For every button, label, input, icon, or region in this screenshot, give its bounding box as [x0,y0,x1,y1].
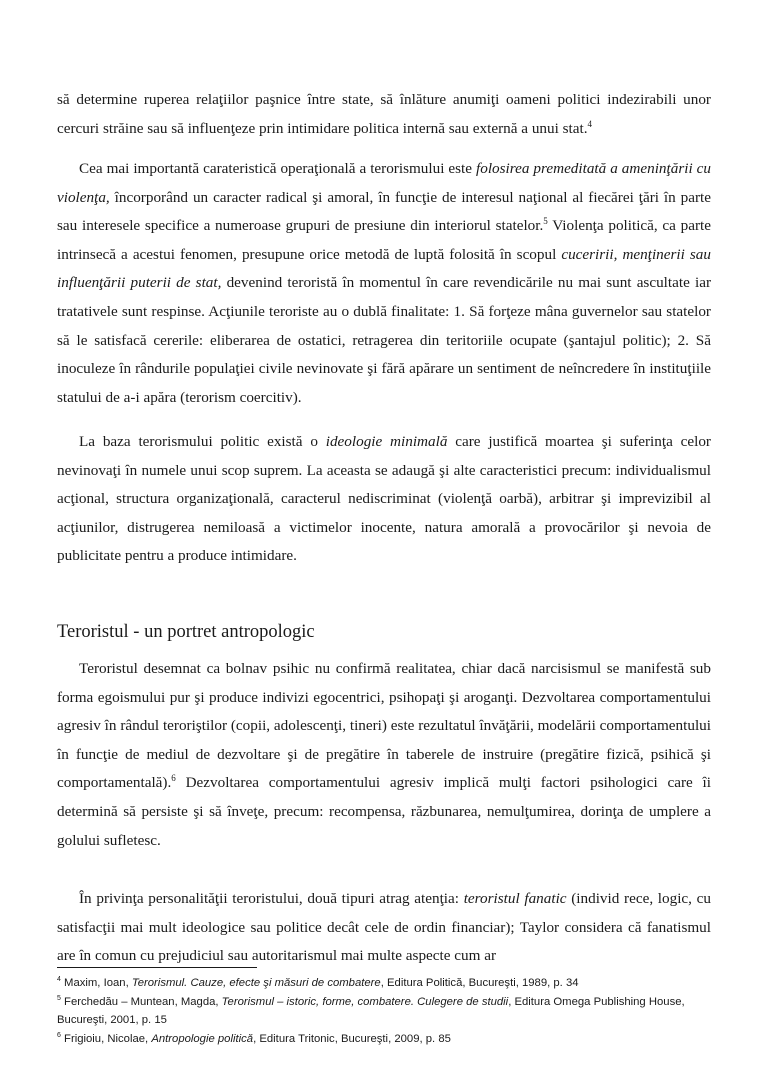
paragraph-2-emphasis-a: folosirea premeditată a ameninţării cu violenţa, [57,160,711,206]
paragraph-4-text-b: Dezvoltarea comportamentului agresiv implică mulţi factori psihologici care îi determină să persiste şi să înveţe, precum: recompensa, răzbunarea, nemulţumirea, dorinţa de umplere a golului sufletesc. [57,774,711,849]
paragraph-3 [57,428,711,571]
paragraph-2-text-b: încorporând un caracter radical şi amoral, în funcţie de interesul naţional al fiecărei ţări în parte sau interesele specifice a numeroase grupuri de presiune din interiorul statelor. [57,188,711,235]
footnote-title: Antropologie politică [151,1032,254,1045]
footnote-4 [57,974,717,993]
footnote-divider [57,967,257,968]
paragraph-3-text-b: care justifică moartea şi suferinţa celor nevinovaţi în numele unui scop suprem. La aceasta se adaugă şi alte caracteristici precum: individualismul acţional, structura organizaţională, caracterul nediscriminat (violenţă oarbă), arbitrar şi imprevizibil al acţiunilor, distrugerea nemiloasă a victimelor inocente, natura amorală a provocărilor şi nevoia de publicitate pentru a produce intimidare. [57,433,711,565]
footnote-ref-4[interactable]: 4 [587,118,593,129]
footnote-5 [57,993,717,1030]
paragraph-4-text-a: Teroristul desemnat ca bolnav psihic nu confirmă realitatea, chiar dacă narcisismul se manifestă sub forma egoismului pur şi produce indivizi egocentrici, psihopaţi şi aroganţi. Dezvoltarea comportamentului agresiv în rândul teroriştilor (copii, adolescenţi, tineri) este rezultatul învăţării, modelării comportamentului în funcţie de mediul de dezvoltare şi de pregătire în taberele de instruire (pregătire fizică, psihică şi comportamentală). [57,660,711,792]
footnote-title: Terorismul. Cauze, efecte şi măsuri de combatere [131,977,381,989]
paragraph-5 [57,885,711,971]
paragraph-5-text-a: În privinţa personalităţii teroristului, două tipuri atrag atenţia: [79,890,464,907]
footnote-publisher: , Editura Omega Publishing House, Bucureşti, 2001, p. 15 [57,995,685,1026]
footnote-publisher: , Editura Tritonic, Bucureşti, 2009, p. 85 [253,1032,451,1045]
section-heading: Teroristul - un portret antropologic [57,622,315,642]
paragraph-2-text-a: Cea mai importantă carateristică operaţională a terorismului este [79,160,476,177]
paragraph-2-emphasis-b: cuceririi, menţinerii sau influenţării puterii de stat, [57,245,711,292]
paragraph-4 [57,655,711,855]
footnote-number: 5 [57,994,61,1002]
footnotes [57,974,717,1048]
footnote-author: Maxim, Ioan, [60,977,132,989]
footnote-author: Ferchedău – Muntean, Magda, [60,995,222,1008]
paragraph-5-emphasis: teroristul fanatic [463,890,567,907]
paragraph-3-emphasis: ideologie minimală [325,433,448,450]
paragraph-1 [57,86,711,143]
paragraph-5-text-b: (individ rece, logic, cu satisfacţii mai mult ideologice sau politice decât cele de ordin financiar); Taylor considera că fanatismul are în comun cu prejudiciul sau autoritarismul mai multe aspecte cum ar [57,890,712,965]
paragraph-2-text-c: Violenţa politică, ca parte intrinsecă a acestui fenomen, presupune orice metodă de luptă folosită în scopul [57,217,711,263]
paragraph-2-text-d: devenind teroristă în momentul în care revendicările nu mai sunt ascultate iar tratativele sunt respinse. Acţiunile teroriste au o dublă finalitate: 1. Să forţeze mâna guvernelor sau statelor să le satisfacă cererile: eliberarea de ostatici, retragerea din teritoriile ocupate (şantajul politic); 2. Să inoculeze în rândurile populaţiei civile nevinovate şi fără apărare un sentiment de neîncredere în instituţiile statului de a-i apăra (terorism coercitiv). [57,274,712,406]
footnote-6 [57,1030,717,1049]
footnote-title: Terorismul – istoric, forme, combatere. Culegere de studii [221,995,509,1008]
footnote-number: 4 [57,976,61,984]
paragraph-2 [57,155,711,412]
footnote-ref-6[interactable]: 6 [171,773,176,784]
footnote-ref-5[interactable]: 5 [543,216,548,227]
footnote-author: Frigioiu, Nicolae, [60,1032,152,1045]
paragraph-3-text-a: La baza terorismului politic există o [79,433,326,450]
footnote-publisher: , Editura Politică, Bucureşti, 1989, p. 34 [380,977,579,989]
footnote-number: 6 [57,1031,61,1039]
paragraph-1-text: să determine ruperea relaţiilor paşnice între state, să înlăture anumiţi oameni politici indezirabili unor cercuri străine sau să influenţeze prin intimidare politica internă sau externă a unui stat. [57,91,711,137]
